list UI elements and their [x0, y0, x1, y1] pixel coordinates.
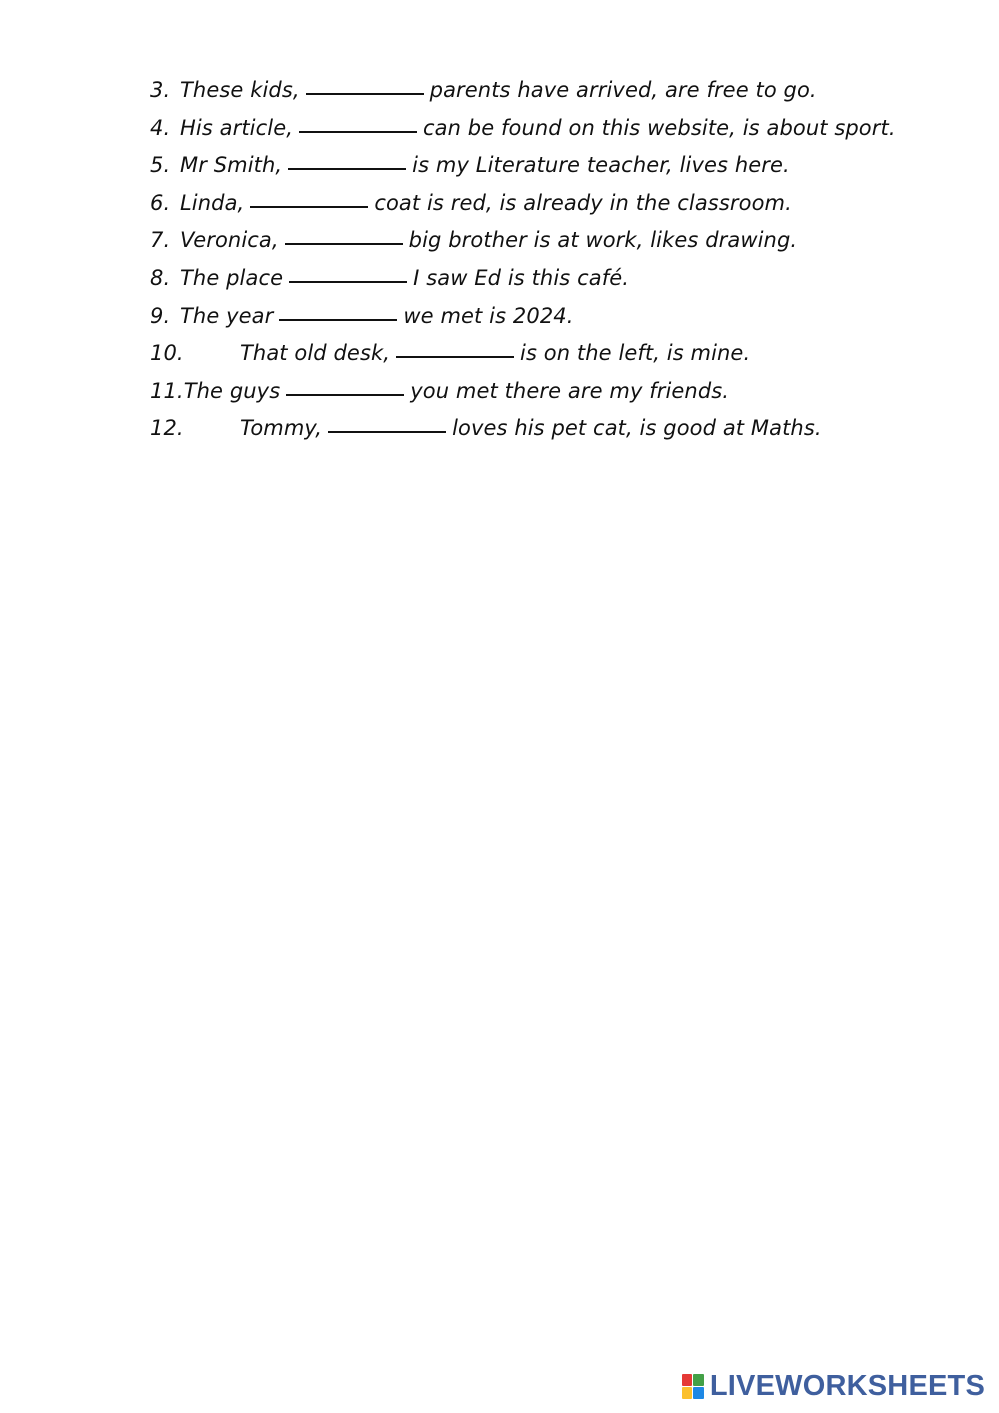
exercise-text-before-blank: Tommy,	[240, 416, 323, 441]
exercise-item-10	[150, 335, 950, 373]
logo-square-v	[682, 1387, 693, 1399]
liveworksheets-logo-icon	[682, 1374, 704, 1399]
exercise-text-before-blank: That old desk,	[240, 341, 391, 366]
exercise-text-after-blank: is on the left, is mine.	[520, 341, 751, 366]
answer-blank[interactable]	[279, 318, 397, 321]
exercise-text-after-blank: parents have arrived, are free to go.	[429, 78, 817, 102]
answer-blank[interactable]	[299, 130, 417, 133]
exercise-item-5	[150, 147, 950, 185]
exercise-text-after-blank: we met is 2024.	[403, 303, 574, 328]
exercise-text-before-blank: Veronica,	[180, 228, 279, 253]
exercise-text-after-blank: I saw Ed is this café.	[413, 265, 629, 290]
exercise-text-before-blank: Linda,	[180, 190, 245, 215]
exercise-number: 12.	[150, 416, 184, 441]
exercise-text-before-blank: The year	[180, 303, 274, 328]
exercise-number: 8.	[150, 265, 171, 290]
logo-square-e	[693, 1387, 704, 1399]
exercise-item-11	[150, 373, 950, 411]
exercise-text-after-blank: big brother is at work, likes drawing.	[408, 228, 798, 253]
exercise-number: 7.	[150, 228, 171, 253]
liveworksheets-brand[interactable]	[682, 1372, 985, 1401]
exercise-number: 9.	[150, 303, 171, 328]
exercise-text-after-blank: loves his pet cat, is good at Maths.	[452, 416, 822, 441]
answer-blank[interactable]	[328, 430, 446, 433]
exercise-number: 4.	[150, 115, 171, 140]
answer-blank[interactable]	[285, 242, 403, 245]
answer-blank[interactable]	[306, 92, 424, 95]
exercise-text-before-blank: The guys	[183, 378, 281, 403]
exercise-number: 6.	[150, 190, 171, 215]
exercise-item-12	[150, 410, 950, 448]
exercise-item-9	[150, 298, 950, 336]
exercise-text-before-blank: The place	[180, 265, 284, 290]
exercise-item-4	[150, 110, 950, 148]
exercise-text-before-blank: Mr Smith,	[180, 153, 283, 178]
exercise-item-6	[150, 185, 950, 223]
answer-blank[interactable]	[286, 393, 404, 396]
exercise-item-7	[150, 222, 950, 260]
exercise-text-after-blank: is my Literature teacher, lives here.	[412, 153, 790, 178]
exercise-text-before-blank: His article,	[180, 115, 293, 140]
exercise-number: 10.	[150, 341, 184, 366]
logo-square-l	[682, 1374, 693, 1386]
exercise-text-before-blank: These kids,	[180, 78, 300, 102]
answer-blank[interactable]	[288, 167, 406, 170]
exercise-number: 11.	[150, 378, 184, 403]
exercise-item-8	[150, 260, 950, 298]
logo-square-i	[693, 1374, 704, 1386]
exercise-text-after-blank: you met there are my friends.	[410, 378, 730, 403]
exercise-number: 5.	[150, 153, 171, 178]
liveworksheets-wordmark: LIVEWORKSHEETS	[709, 1370, 985, 1402]
answer-blank[interactable]	[250, 205, 368, 208]
answer-blank[interactable]	[396, 355, 514, 358]
exercise-item-3	[150, 72, 950, 110]
exercise-text-after-blank: coat is red, is already in the classroom.	[374, 190, 792, 215]
answer-blank[interactable]	[289, 280, 407, 283]
worksheet-exercises	[150, 72, 950, 448]
exercise-number: 3.	[150, 78, 171, 102]
exercise-text-after-blank: can be found on this website, is about sport.	[423, 115, 896, 140]
